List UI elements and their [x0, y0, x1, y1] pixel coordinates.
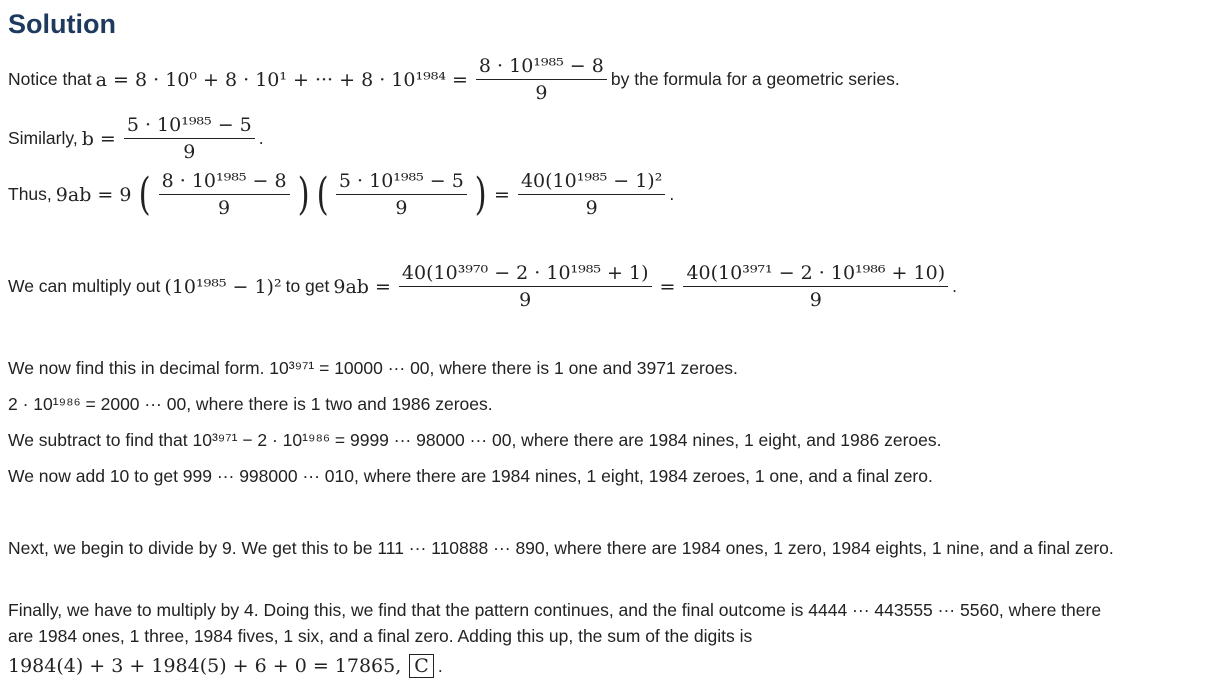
line-two-times: [8, 394, 493, 415]
denominator: 9: [395, 197, 408, 219]
numerator: 8 · 10¹⁹⁸⁵ − 8: [476, 55, 607, 80]
math-expr: 1984(4) + 3 + 1984(5) + 6 + 0 = 17865,: [8, 655, 402, 677]
numerator: 40(10³⁹⁷⁰ − 2 · 10¹⁹⁸⁵ + 1): [399, 262, 652, 287]
line-final-answer: [8, 654, 443, 678]
fraction: [683, 262, 948, 311]
text: .: [437, 655, 443, 676]
right-paren: ): [297, 168, 310, 220]
text: by the formula for a geometric series.: [610, 69, 900, 89]
line-multiply-four: [8, 600, 1101, 621]
line-multiply-out: [8, 262, 957, 311]
numerator: 5 · 10¹⁹⁸⁵ − 5: [336, 170, 467, 195]
fraction: [476, 55, 607, 104]
answer-box: C: [409, 654, 434, 678]
numerator: 5 · 10¹⁹⁸⁵ − 5: [124, 114, 255, 139]
numerator: 40(10³⁹⁷¹ − 2 · 10¹⁹⁸⁶ + 10): [683, 262, 948, 287]
left-paren: (: [316, 168, 329, 220]
line-subtract: [8, 430, 941, 451]
fraction: [518, 170, 665, 219]
text: We can multiply out: [8, 276, 161, 296]
text: are 1984 ones, 1 three, 1984 fives, 1 six, and a final zero. Adding this up, the sum of the digits is: [8, 626, 753, 646]
fraction: [159, 170, 290, 219]
line-add-ten: [8, 466, 933, 487]
fraction: [399, 262, 652, 311]
equals: =: [659, 275, 676, 298]
line-similarly-b: [8, 114, 264, 163]
denominator: 9: [183, 141, 196, 163]
text: .: [669, 184, 675, 204]
numerator: 8 · 10¹⁹⁸⁵ − 8: [159, 170, 290, 195]
denominator: 9: [535, 82, 548, 104]
fraction: [336, 170, 467, 219]
text: Notice that: [8, 69, 92, 89]
left-paren: (: [139, 168, 152, 220]
line-divide: [8, 538, 1114, 559]
math-expr: b =: [81, 127, 116, 150]
text: to get: [285, 276, 330, 296]
text: .: [258, 128, 264, 148]
numerator: 40(10¹⁹⁸⁵ − 1)²: [518, 170, 665, 195]
fraction: [124, 114, 255, 163]
text: Thus,: [8, 184, 52, 204]
denominator: 9: [809, 289, 822, 311]
equals: =: [494, 183, 510, 206]
line-thus-9ab: [8, 170, 674, 219]
text: We now add 10 to get 999 ··· 998000 ··· 010, where there are 1984 nines, 1 eight, 1984 zeroes, 1 one, and a final zero.: [8, 466, 933, 486]
page-title: Solution: [8, 9, 116, 39]
denominator: 9: [218, 197, 231, 219]
line-digit-summary: [8, 626, 752, 647]
line-geometric-series: [8, 55, 900, 104]
math-expr: (10¹⁹⁸⁵ − 1)²: [164, 275, 282, 298]
text: Finally, we have to multiply by 4. Doing this, we find that the pattern continues, and the final outcome is 4444 ··· 443555 ··· 5560, where there: [8, 600, 1102, 620]
denominator: 9: [585, 197, 598, 219]
right-paren: ): [474, 168, 487, 220]
line-decimal-form: [8, 358, 738, 379]
text: Next, we begin to divide by 9. We get this to be 111 ··· 110888 ··· 890, where there are 1984 ones, 1 zero, 1984 eights, 1 nine, and a final zero.: [8, 538, 1114, 558]
text: .: [952, 276, 957, 296]
math-expr: 9ab = 9: [55, 183, 132, 206]
text: 2 · 10¹⁹⁸⁶ = 2000 ··· 00, where there is 1 two and 1986 zeroes.: [8, 394, 493, 414]
math-expr: a = 8 · 10⁰ + 8 · 10¹ + ··· + 8 · 10¹⁹⁸⁴ =: [95, 68, 468, 91]
text: We now find this in decimal form. 10³⁹⁷¹ = 10000 ··· 00, where there is 1 one and 3971 zeroes.: [8, 358, 738, 378]
denominator: 9: [519, 289, 532, 311]
text: Similarly,: [8, 128, 78, 148]
math-expr: 9ab =: [333, 275, 391, 298]
text: We subtract to find that 10³⁹⁷¹ − 2 · 10¹⁹⁸⁶ = 9999 ··· 98000 ··· 00, where there are 1984 nines, 1 eight, and 1986 zeroes.: [8, 430, 942, 450]
